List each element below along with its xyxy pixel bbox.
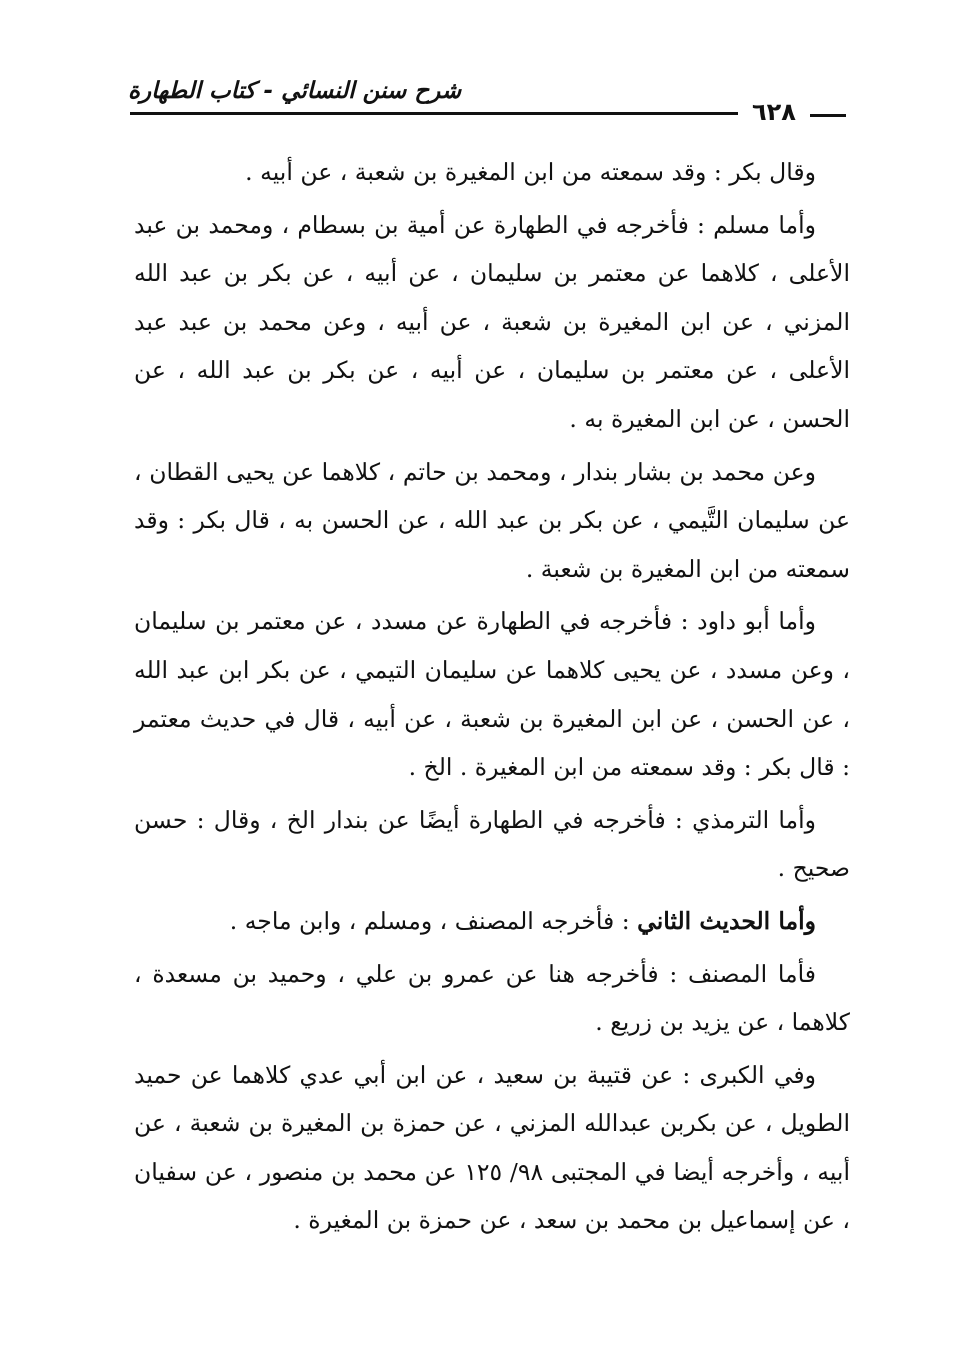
paragraph-4: وأما أبو داود : فأخرجه في الطهارة عن مسدد ، عن معتمر بن سليمان ، وعن مسدد ، عن يحيى كلاهما عن سليمان التيمي ، عن بكر ابن عبد الله ، عن الحسن ، عن ابن المغيرة بن شعبة ، عن أبيه ، قال في حديث معتمر : قال بكر : وقد سمعته من ابن المغيرة . الخ . <box>134 607 850 782</box>
running-title: شرح سنن النسائي - كتاب الطهارة <box>128 78 462 104</box>
paragraph-7: فأما المصنف : فأخرجه هنا عن عمرو بن علي ، وحميد بن مسعدة ، كلاهما ، عن يزيد بن زريع . <box>134 959 850 1037</box>
paragraph-3: وعن محمد بن بشار بندار ، ومحمد بن حاتم ، كلاهما عن يحيى القطان ، عن سليمان التَّيمي ، عن بكر بن عبد الله ، عن الحسن به ، قال بكر : وقد سمعته من ابن المغيرة بن شعبة . <box>134 457 850 583</box>
page-number-rule <box>810 114 846 117</box>
paragraph-6 <box>134 897 850 946</box>
header-rule <box>130 112 738 115</box>
paragraph-8: وفي الكبرى : عن قتيبة بن سعيد ، عن ابن أبي عدي كلاهما عن حميد الطويل ، عن بكربن عبدالله المزني ، عن حمزة بن المغيرة بن شعبة ، عن أبيه ، وأخرجه أيضا في المجتبى ٩٨/ ١٢٥ عن محمد بن منصور ، عن سفيان ، عن إسماعيل بن محمد بن سعد ، عن حمزة بن المغيرة . <box>134 1060 850 1235</box>
section-heading: وأما الحديث الثاني <box>637 906 816 935</box>
paragraph-6-text: : فأخرجه المصنف ، ومسلم ، وابن ماجه . <box>229 906 638 935</box>
paragraph-5: وأما الترمذي : فأخرجه في الطهارة أيضًا عن بندار الخ ، وقال : حسن صحيح . <box>134 805 850 883</box>
paragraph-2: وأما مسلم : فأخرجه في الطهارة عن أمية بن بسطام ، ومحمد بن عبد الأعلى ، كلاهما عن معتمر بن سليمان ، عن أبيه ، عن بكر بن عبد الله المزني ، عن ابن المغيرة بن شعبة ، عن أبيه ، وعن محمد بن عبد عبد الأعلى ، عن معتمر بن سليمان ، عن أبيه ، عن بكر بن عبد الله ، عن الحسن ، عن ابن المغيرة به . <box>134 210 850 433</box>
page-number: ٦٢٨ <box>752 98 796 126</box>
paragraph-1: وقال بكر : وقد سمعته من ابن المغيرة بن شعبة ، عن أبيه . <box>245 158 816 186</box>
body-text <box>134 148 850 1245</box>
